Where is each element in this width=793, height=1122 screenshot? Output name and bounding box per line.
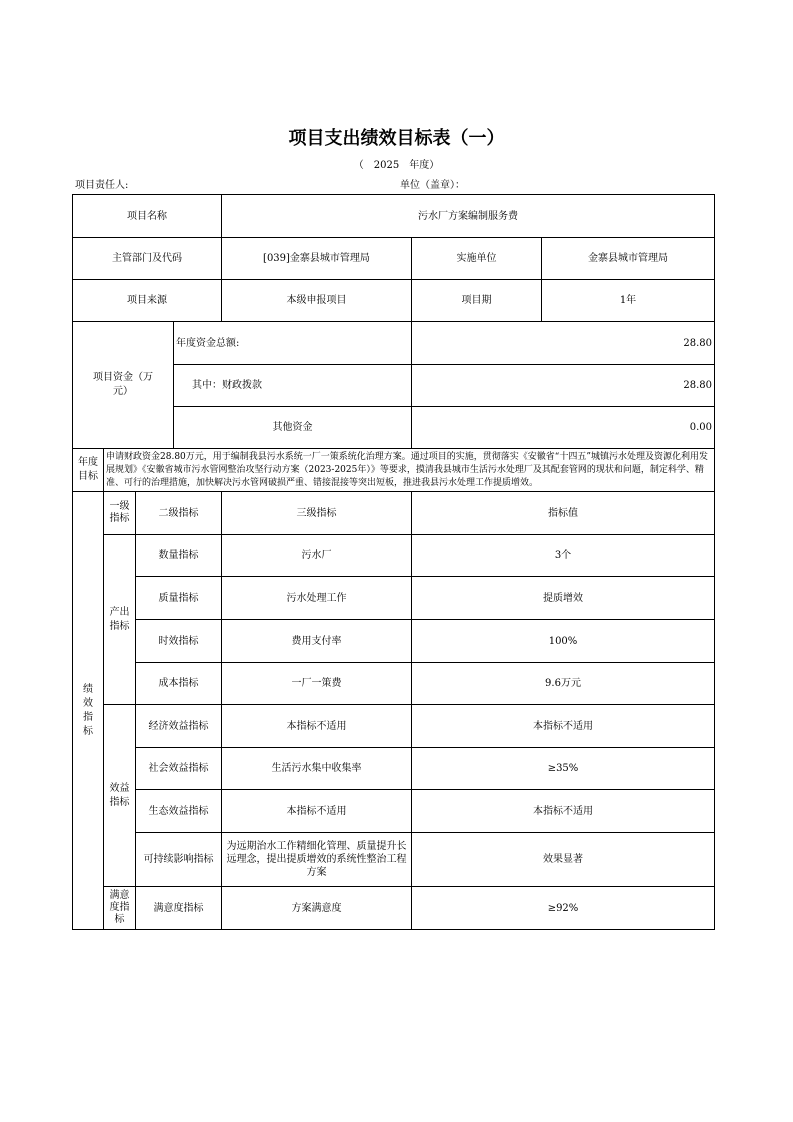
- funds-fiscal-value: 28.80: [412, 365, 715, 407]
- level2-cell: 数量指标: [136, 535, 222, 577]
- annual-goal-label: [73, 449, 104, 492]
- table-row: [73, 705, 715, 748]
- value-cell: ≥92%: [412, 887, 715, 930]
- row-annual-goal: [73, 449, 715, 492]
- level3-cell: 为远期治水工作精细化管理、质量提升长远理念，提出提质增效的系统性整治工程方案: [222, 833, 412, 887]
- level2-header: 二级指标: [136, 492, 222, 535]
- performance-table: [72, 194, 715, 930]
- table-row: [73, 790, 715, 833]
- source-value: 本级申报项目: [222, 280, 412, 322]
- project-name-value: 污水厂方案编制服务费: [222, 195, 715, 238]
- implementer-label: 实施单位: [412, 238, 542, 280]
- satisfaction-indicators-label-text: 满意度指标: [109, 890, 130, 925]
- benefit-indicators-label-text: 效益指标: [109, 782, 130, 808]
- level3-cell: 本指标不适用: [222, 705, 412, 748]
- department-label: 主管部门及代码: [73, 238, 222, 280]
- level3-cell: 一厂一策费: [222, 663, 412, 705]
- benefit-indicators-label: [104, 705, 136, 887]
- output-indicators-label-text: 产出指标: [109, 606, 130, 632]
- implementer-value: 金寨县城市管理局: [542, 238, 715, 280]
- funds-other-label: 其他资金: [174, 407, 412, 449]
- level3-cell: 费用支付率: [222, 620, 412, 663]
- annual-goal-text: 申请财政资金28.80万元，用于编制我县污水系统一厂一策系统化治理方案。通过项目的实施，贯彻落实《安徽省“十四五”城镇污水处理及资源化利用发展规划》《安徽省城市污水管网整治攻坚行动方案（2023-2025年）》等要求，摸清我县城市生活污水处理厂及其配套管网的现状和问题，制定科学、精准、可行的治理措施，加快解决污水管网破损严重、错接混接等突出短板，推进我县污水处理工作提质增效。: [104, 449, 715, 492]
- table-row: [73, 663, 715, 705]
- level2-cell: 社会效益指标: [136, 748, 222, 790]
- level3-cell: 生活污水集中收集率: [222, 748, 412, 790]
- annual-goal-label-text: 年度目标: [78, 457, 98, 482]
- funds-fiscal-label: 其中：财政拨款: [174, 365, 412, 407]
- value-cell: 效果显著: [412, 833, 715, 887]
- page-title: 项目支出绩效目标表（一）: [288, 128, 505, 149]
- unit-stamp-label: 单位（盖章）：: [400, 180, 465, 191]
- level3-cell: 本指标不适用: [222, 790, 412, 833]
- table-row: [73, 620, 715, 663]
- level2-cell: 时效指标: [136, 620, 222, 663]
- satisfaction-indicators-label: [104, 887, 136, 930]
- period-value: 1年: [542, 280, 715, 322]
- level2-cell: 可持续影响指标: [136, 833, 222, 887]
- level1-header: [104, 492, 136, 535]
- row-source: [73, 280, 715, 322]
- output-indicators-label: [104, 535, 136, 705]
- value-cell: 本指标不适用: [412, 790, 715, 833]
- funds-total-label: 年度资金总额:: [174, 322, 412, 365]
- level1-header-text: 一级指标: [109, 501, 130, 524]
- period-label: 项目期: [412, 280, 542, 322]
- level3-cell: 污水厂: [222, 535, 412, 577]
- row-funds-total: [73, 322, 715, 365]
- level2-cell: 生态效益指标: [136, 790, 222, 833]
- value-cell: 本指标不适用: [412, 705, 715, 748]
- value-header: 指标值: [412, 492, 715, 535]
- table-row: [73, 535, 715, 577]
- table-row: [73, 887, 715, 930]
- value-cell: ≥35%: [412, 748, 715, 790]
- level3-header: 三级指标: [222, 492, 412, 535]
- level2-cell: 满意度指标: [136, 887, 222, 930]
- funds-other-value: 0.00: [412, 407, 715, 449]
- table-row: [73, 577, 715, 620]
- source-label: 项目来源: [73, 280, 222, 322]
- year-label: （ 2025 年度）: [353, 160, 440, 171]
- row-project-name: [73, 195, 715, 238]
- level2-cell: 质量指标: [136, 577, 222, 620]
- funds-total-value: 28.80: [412, 322, 715, 365]
- row-department: [73, 238, 715, 280]
- row-indicator-header: [73, 492, 715, 535]
- level2-cell: 成本指标: [136, 663, 222, 705]
- table-row: [73, 833, 715, 887]
- performance-indicators-label-text: 绩效指标: [83, 683, 93, 737]
- value-cell: 9.6万元: [412, 663, 715, 705]
- department-value: [039]金寨县城市管理局: [222, 238, 412, 280]
- value-cell: 100%: [412, 620, 715, 663]
- funds-label: [73, 322, 174, 449]
- person-in-charge-label: 项目责任人:: [75, 180, 129, 191]
- level3-cell: 污水处理工作: [222, 577, 412, 620]
- project-name-label: 项目名称: [73, 195, 222, 238]
- level3-cell: 方案满意度: [222, 887, 412, 930]
- value-cell: 提质增效: [412, 577, 715, 620]
- level2-cell: 经济效益指标: [136, 705, 222, 748]
- performance-indicators-label: [73, 492, 104, 930]
- table-row: [73, 748, 715, 790]
- funds-label-text: 项目资金（万元）: [93, 372, 153, 397]
- value-cell: 3个: [412, 535, 715, 577]
